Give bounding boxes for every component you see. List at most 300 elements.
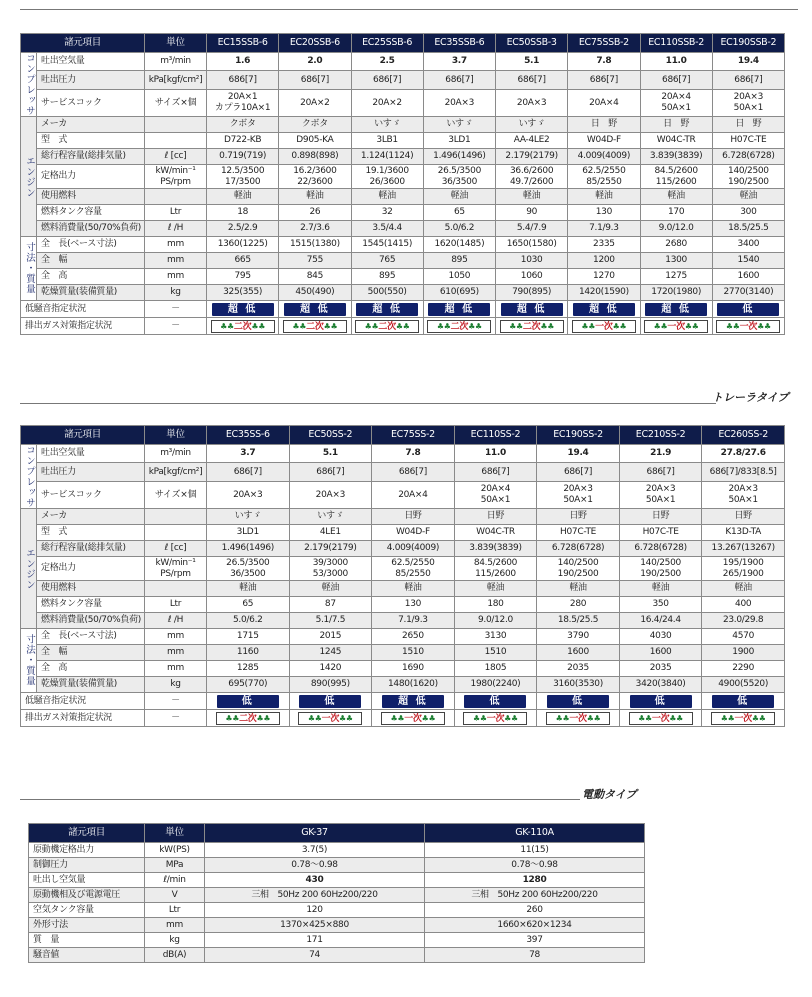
- tree-icon: ♣♣: [612, 321, 627, 331]
- cell-value: 895: [423, 253, 495, 269]
- row-label: 全 高: [37, 661, 145, 677]
- exhaust-cell: [207, 710, 290, 727]
- row-label: 燃料消費量(50/70%負荷): [37, 221, 145, 237]
- cell-value: 日野: [702, 509, 785, 525]
- cell-value: 3.7: [207, 445, 290, 463]
- electric-spec-table: [28, 823, 645, 963]
- header-model: EC35SS-6: [207, 426, 290, 445]
- cell-value: 4900(5520): [702, 677, 785, 693]
- row-label: 型 式: [37, 133, 145, 149]
- row-unit: mm: [145, 237, 207, 253]
- cell-value: 1980(2240): [454, 677, 537, 693]
- cell-value: 16.2/3600 22/3600: [279, 165, 351, 189]
- cell-value: 695(770): [207, 677, 290, 693]
- table-row: [21, 253, 785, 269]
- cell-value: いすゞ: [207, 509, 290, 525]
- header-row: [29, 824, 645, 843]
- table-row: [21, 285, 785, 301]
- cell-value: 日 野: [568, 117, 640, 133]
- table-row: [29, 873, 645, 888]
- cell-value: 11(15): [425, 843, 645, 858]
- row-unit: [145, 509, 207, 525]
- cell-value: 1060: [496, 269, 568, 285]
- cell-value: 26.5/3500 36/3500: [423, 165, 495, 189]
- row-unit: m³/min: [145, 445, 207, 463]
- emission-stage: 一次: [734, 713, 752, 724]
- cell-value: 軽油: [702, 581, 785, 597]
- low-noise-badge: 低: [630, 695, 692, 708]
- table-row: [21, 463, 785, 481]
- cell-value: 686[7]: [496, 71, 568, 89]
- row-unit: ℓ/min: [145, 873, 205, 888]
- header-unit-col: 単位: [145, 34, 207, 53]
- low-noise-badge: 超 低: [501, 303, 563, 316]
- row-unit: MPa: [145, 858, 205, 873]
- noise-cell: [496, 301, 568, 318]
- engine-compressor-spec-table: [20, 33, 785, 335]
- row-unit: dB(A): [145, 948, 205, 963]
- exhaust-cell: [207, 318, 279, 335]
- cell-value: 5.4/7.9: [496, 221, 568, 237]
- noise-label: 低騒音指定状況: [21, 693, 145, 710]
- header-model: EC190SSB-2: [712, 34, 784, 53]
- cell-value: K13D-TA: [702, 525, 785, 541]
- tree-icon: ♣♣: [364, 321, 379, 331]
- row-label: 騒音値: [29, 948, 145, 963]
- cell-value: 686[7]/833[8.5]: [702, 463, 785, 481]
- row-label: 定格出力: [37, 557, 145, 581]
- cell-value: W04C-TR: [454, 525, 537, 541]
- header-unit-col: 単位: [145, 824, 205, 843]
- cell-value: 3160(3530): [537, 677, 620, 693]
- cell-value: 2035: [537, 661, 620, 677]
- cell-value: 1805: [454, 661, 537, 677]
- cell-value: 9.0/12.0: [454, 613, 537, 629]
- cell-value: 日野: [454, 509, 537, 525]
- top-rule: [20, 9, 798, 10]
- emission-stage: 一次: [651, 713, 670, 724]
- cell-value: 3.839(3839): [640, 149, 712, 165]
- table-row: [21, 629, 785, 645]
- cell-value: 20A×2: [279, 89, 351, 116]
- cell-value: 350: [619, 597, 702, 613]
- table-row: [21, 541, 785, 557]
- row-label: 乾燥質量(装備質量): [37, 285, 145, 301]
- row-label: 使用燃料: [37, 581, 145, 597]
- table-row: [21, 117, 785, 133]
- row-label: 燃料消費量(50/70%負荷): [37, 613, 145, 629]
- row-unit: Ltr: [145, 205, 207, 221]
- cell-value: 686[7]: [279, 71, 351, 89]
- row-label: 全 幅: [37, 253, 145, 269]
- row-unit: サイズ×個: [145, 481, 207, 508]
- exhaust-cell: [423, 318, 495, 335]
- row-label: 全 長(ベース寸法): [37, 629, 145, 645]
- exhaust-label: 排出ガス対策指定状況: [21, 710, 145, 727]
- group-dimensions: 寸法・質量: [21, 237, 37, 301]
- cell-value: 84.5/2600 115/2600: [454, 557, 537, 581]
- header-model: EC110SSB-2: [640, 34, 712, 53]
- tree-icon: ♣♣: [751, 713, 766, 723]
- row-label: 外形寸法: [29, 918, 145, 933]
- cell-value: 686[7]: [454, 463, 537, 481]
- cell-value: 軽油: [289, 581, 372, 597]
- table-row: [21, 525, 785, 541]
- cell-value: 1900: [702, 645, 785, 661]
- exhaust-cell: [537, 710, 620, 727]
- emission-badge: [463, 712, 527, 725]
- table-row: [21, 677, 785, 693]
- emission-stage: 一次: [739, 321, 758, 332]
- table-row: [21, 237, 785, 253]
- cell-value: 845: [279, 269, 351, 285]
- cell-value: 軽油: [712, 189, 784, 205]
- cell-value: 9.0/12.0: [640, 221, 712, 237]
- cell-value: 1420: [289, 661, 372, 677]
- table-row: [21, 53, 785, 71]
- noise-cell: [372, 693, 455, 710]
- cell-value: 7.8: [568, 53, 640, 71]
- cell-value: 21.9: [619, 445, 702, 463]
- cell-value: 140/2500 190/2500: [537, 557, 620, 581]
- cell-value: AA-4LE2: [496, 133, 568, 149]
- cell-value: 130: [372, 597, 455, 613]
- cell-value: 1510: [372, 645, 455, 661]
- cell-value: 7.1/9.3: [372, 613, 455, 629]
- cell-value: 1200: [568, 253, 640, 269]
- cell-value: 686[7]: [289, 463, 372, 481]
- emission-stage: 二次: [522, 321, 541, 332]
- emission-stage: 二次: [239, 713, 257, 724]
- emission-badge: [298, 712, 362, 725]
- tree-icon: ♣♣: [509, 321, 523, 331]
- row-unit: kPa[kgf/cm²]: [145, 71, 207, 89]
- cell-value: 20A×3 50A×1: [702, 481, 785, 508]
- cell-value: 32: [351, 205, 423, 221]
- cell-value: 軽油: [640, 189, 712, 205]
- emission-stage: 一次: [595, 321, 613, 332]
- low-noise-badge: 低: [547, 695, 609, 708]
- cell-value: 686[7]: [619, 463, 702, 481]
- tree-icon: ♣♣: [390, 713, 405, 723]
- row-unit: Ltr: [145, 597, 207, 613]
- row-unit: kW/min⁻¹ PS/rpm: [145, 165, 207, 189]
- cell-value: 2770(3140): [712, 285, 784, 301]
- header-model: EC20SSB-6: [279, 34, 351, 53]
- cell-value: 20A×4: [372, 481, 455, 508]
- table-row: [21, 661, 785, 677]
- row-label: 吐出空気量: [37, 53, 145, 71]
- emission-badge: [546, 712, 610, 725]
- noise-unit: －: [145, 301, 207, 318]
- group-compressor: コンプレッサ: [21, 445, 37, 509]
- cell-value: 1050: [423, 269, 495, 285]
- noise-cell: [454, 693, 537, 710]
- tree-icon: ♣♣: [757, 321, 771, 331]
- row-unit: kW(PS): [145, 843, 205, 858]
- header-model: GK-37: [205, 824, 425, 843]
- cell-value: H07C-TE: [712, 133, 784, 149]
- cell-value: 2.5/2.9: [207, 221, 279, 237]
- noise-label: 低騒音指定状況: [21, 301, 145, 318]
- row-unit: ℓ /H: [145, 613, 207, 629]
- emission-badge: [716, 320, 780, 333]
- cell-value: 500(550): [351, 285, 423, 301]
- cell-value: 1275: [640, 269, 712, 285]
- table-row: [21, 581, 785, 597]
- cell-value: 軽油: [496, 189, 568, 205]
- cell-value: 1720(1980): [640, 285, 712, 301]
- cell-value: 13.267(13267): [702, 541, 785, 557]
- row-label: 定格出力: [37, 165, 145, 189]
- cell-value: 20A×3 50A×1: [712, 89, 784, 116]
- exhaust-cell: [289, 710, 372, 727]
- exhaust-unit: －: [145, 710, 207, 727]
- header-model: GK-110A: [425, 824, 645, 843]
- cell-value: 790(895): [496, 285, 568, 301]
- cell-value: 36.6/2600 49.7/2600: [496, 165, 568, 189]
- header-model: EC75SSB-2: [568, 34, 640, 53]
- row-unit: サイズ×個: [145, 89, 207, 116]
- cell-value: 260: [425, 903, 645, 918]
- cell-value: 120: [205, 903, 425, 918]
- cell-value: 2680: [640, 237, 712, 253]
- row-label: 全 長(ベース寸法): [37, 237, 145, 253]
- row-unit: [145, 117, 207, 133]
- cell-value: 1300: [640, 253, 712, 269]
- tree-icon: ♣♣: [436, 321, 451, 331]
- cell-value: 20A×3: [207, 481, 290, 508]
- cell-value: 686[7]: [537, 463, 620, 481]
- header-model: EC25SSB-6: [351, 34, 423, 53]
- header-item-col: 諸元項目: [21, 34, 145, 53]
- cell-value: 26.5/3500 36/3500: [207, 557, 290, 581]
- cell-value: 1.124(1124): [351, 149, 423, 165]
- cell-value: 1690: [372, 661, 455, 677]
- cell-value: 4.009(4009): [372, 541, 455, 557]
- emission-badge: [355, 320, 419, 333]
- cell-value: 1245: [289, 645, 372, 661]
- emission-stage: 二次: [378, 321, 396, 332]
- row-label: 吐出し空気量: [29, 873, 145, 888]
- cell-value: 62.5/2550 85/2550: [568, 165, 640, 189]
- cell-value: 0.898(898): [279, 149, 351, 165]
- header-item-col: 諸元項目: [29, 824, 145, 843]
- cell-value: いすゞ: [423, 117, 495, 133]
- row-label: 制御圧力: [29, 858, 145, 873]
- tree-icon: ♣♣: [421, 713, 436, 723]
- header-unit-col: 単位: [145, 426, 207, 445]
- noise-cell: [207, 301, 279, 318]
- emission-stage: 二次: [450, 321, 469, 332]
- cell-value: 686[7]: [207, 463, 290, 481]
- tree-icon: ♣♣: [504, 713, 518, 723]
- cell-value: 90: [496, 205, 568, 221]
- row-label: メーカ: [37, 509, 145, 525]
- cell-value: 軽油: [279, 189, 351, 205]
- cell-value: 2335: [568, 237, 640, 253]
- tree-icon: ♣♣: [395, 321, 410, 331]
- cell-value: 2.179(2179): [289, 541, 372, 557]
- cell-value: 3790: [537, 629, 620, 645]
- table-row: [21, 269, 785, 285]
- cell-value: 27.8/27.6: [702, 445, 785, 463]
- tree-icon: ♣♣: [220, 321, 234, 331]
- emission-stage: 一次: [321, 713, 340, 724]
- exhaust-unit: －: [145, 318, 207, 335]
- tree-icon: ♣♣: [586, 713, 601, 723]
- header-model: EC75SS-2: [372, 426, 455, 445]
- cell-value: 1545(1415): [351, 237, 423, 253]
- tree-icon: ♣♣: [638, 713, 652, 723]
- cell-value: 4.009(4009): [568, 149, 640, 165]
- cell-value: 1515(1380): [279, 237, 351, 253]
- cell-value: 20A×1 カプラ10A×1: [207, 89, 279, 116]
- group-engine: エンジン: [21, 509, 37, 629]
- table-row: [29, 843, 645, 858]
- table-row: [29, 858, 645, 873]
- cell-value: 日野: [372, 509, 455, 525]
- cell-value: W04C-TR: [640, 133, 712, 149]
- row-unit: ℓ [cc]: [145, 149, 207, 165]
- cell-value: 日 野: [712, 117, 784, 133]
- row-unit: mm: [145, 253, 207, 269]
- emission-stage: 二次: [306, 321, 324, 332]
- tree-icon: ♣♣: [323, 321, 338, 331]
- exhaust-cell: [619, 710, 702, 727]
- cell-value: 686[7]: [640, 71, 712, 89]
- exhaust-row: [21, 318, 785, 335]
- cell-value: 0.78～0.98: [205, 858, 425, 873]
- header-model: EC15SSB-6: [207, 34, 279, 53]
- header-model: EC50SS-2: [289, 426, 372, 445]
- cell-value: 686[7]: [712, 71, 784, 89]
- cell-value: W04D-F: [372, 525, 455, 541]
- table-row: [29, 948, 645, 963]
- tree-icon: ♣♣: [725, 321, 740, 331]
- cell-value: 3400: [712, 237, 784, 253]
- tree-icon: ♣♣: [251, 321, 266, 331]
- emission-badge: [427, 320, 491, 333]
- header-model: EC50SSB-3: [496, 34, 568, 53]
- noise-cell: [279, 301, 351, 318]
- tree-icon: ♣♣: [555, 713, 570, 723]
- cell-value: D905-KA: [279, 133, 351, 149]
- row-unit: kg: [145, 933, 205, 948]
- row-label: 全 高: [37, 269, 145, 285]
- cell-value: 1540: [712, 253, 784, 269]
- row-unit: [145, 189, 207, 205]
- cell-value: 78: [425, 948, 645, 963]
- cell-value: 397: [425, 933, 645, 948]
- cell-value: 280: [537, 597, 620, 613]
- electric-caption-rule: [20, 799, 580, 800]
- cell-value: 3LB1: [351, 133, 423, 149]
- tree-icon: ♣♣: [225, 713, 240, 723]
- table-row: [21, 133, 785, 149]
- exhaust-cell: [568, 318, 640, 335]
- cell-value: 23.0/29.8: [702, 613, 785, 629]
- noise-cell: [619, 693, 702, 710]
- cell-value: 20A×3: [423, 89, 495, 116]
- electric-type-caption: 電動タイプ: [582, 788, 637, 801]
- cell-value: 1030: [496, 253, 568, 269]
- row-label: 総行程容量(総排気量): [37, 149, 145, 165]
- tree-icon: ♣♣: [653, 321, 668, 331]
- row-label: 原動機相及び電源電圧: [29, 888, 145, 903]
- cell-value: 755: [279, 253, 351, 269]
- cell-value: 2015: [289, 629, 372, 645]
- cell-value: 18: [207, 205, 279, 221]
- emission-stage: 一次: [404, 713, 422, 724]
- cell-value: 4570: [702, 629, 785, 645]
- table-row: [21, 509, 785, 525]
- cell-value: 18.5/25.5: [537, 613, 620, 629]
- cell-value: 19.4: [712, 53, 784, 71]
- row-unit: kW/min⁻¹ PS/rpm: [145, 557, 207, 581]
- cell-value: 0.78～0.98: [425, 858, 645, 873]
- row-unit: mm: [145, 645, 207, 661]
- row-label: 質 量: [29, 933, 145, 948]
- cell-value: 3LD1: [423, 133, 495, 149]
- tree-icon: ♣♣: [339, 713, 353, 723]
- emission-badge: [644, 320, 708, 333]
- cell-value: いすゞ: [496, 117, 568, 133]
- group-dimensions: 寸法・質量: [21, 629, 37, 693]
- low-noise-badge: 低: [712, 695, 774, 708]
- cell-value: 686[7]: [351, 71, 423, 89]
- tree-icon: ♣♣: [256, 713, 271, 723]
- table-row: [21, 165, 785, 189]
- row-label: 空気タンク容量: [29, 903, 145, 918]
- cell-value: 795: [207, 269, 279, 285]
- cell-value: 130: [568, 205, 640, 221]
- cell-value: 430: [205, 873, 425, 888]
- cell-value: 2650: [372, 629, 455, 645]
- table-row: [21, 189, 785, 205]
- cell-value: 4030: [619, 629, 702, 645]
- cell-value: 日野: [537, 509, 620, 525]
- cell-value: 5.1: [496, 53, 568, 71]
- row-label: 原動機定格出力: [29, 843, 145, 858]
- cell-value: 19.4: [537, 445, 620, 463]
- cell-value: 2035: [619, 661, 702, 677]
- noise-cell: [423, 301, 495, 318]
- row-unit: Ltr: [145, 903, 205, 918]
- cell-value: 1480(1620): [372, 677, 455, 693]
- cell-value: 1715: [207, 629, 290, 645]
- cell-value: 5.0/6.2: [423, 221, 495, 237]
- row-unit: [145, 525, 207, 541]
- cell-value: 4LE1: [289, 525, 372, 541]
- noise-cell: [351, 301, 423, 318]
- row-label: 総行程容量(総排気量): [37, 541, 145, 557]
- table-row: [21, 557, 785, 581]
- noise-cell: [207, 693, 290, 710]
- cell-value: いすゞ: [351, 117, 423, 133]
- cell-value: 16.4/24.4: [619, 613, 702, 629]
- tree-icon: ♣♣: [669, 713, 684, 723]
- cell-value: 665: [207, 253, 279, 269]
- cell-value: W04D-F: [568, 133, 640, 149]
- cell-value: 6.728(6728): [712, 149, 784, 165]
- low-noise-badge: 超 低: [573, 303, 635, 316]
- cell-value: 87: [289, 597, 372, 613]
- cell-value: 12.5/3500 17/3500: [207, 165, 279, 189]
- exhaust-cell: [496, 318, 568, 335]
- cell-value: 11.0: [640, 53, 712, 71]
- cell-value: 1650(1580): [496, 237, 568, 253]
